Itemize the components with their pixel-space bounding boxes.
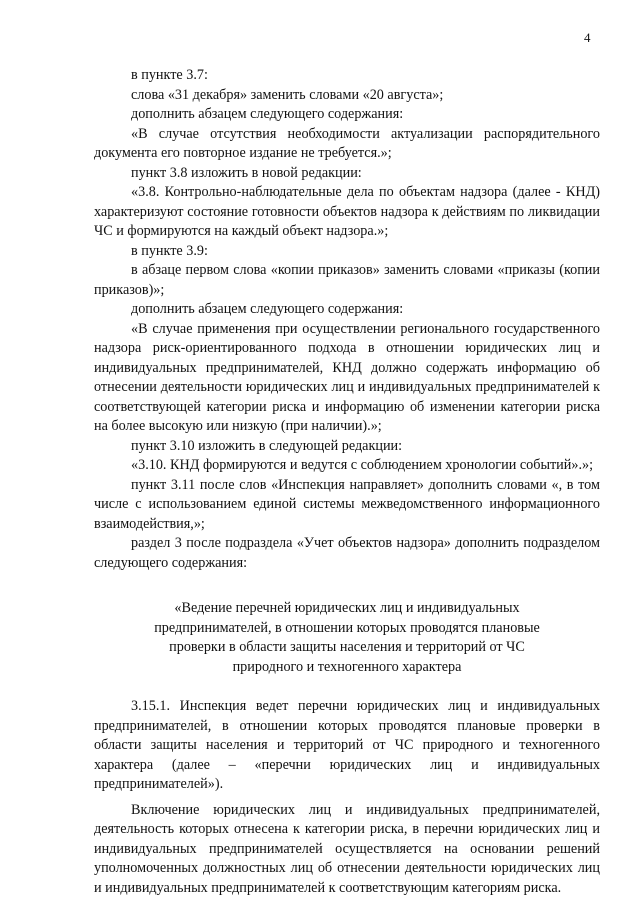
paragraph: 3.15.1. Инспекция ведет перечни юридических лиц и индивидуальных предпринимателей, в отношении которых проводятся плановые проверки в области защиты населения и территорий от ЧС природного и техногенного характера (далее – «перечни юридических лиц и индивидуальных предпринимателей»). — [94, 698, 600, 792]
paragraph: пункт 3.10 изложить в следующей редакции: — [131, 437, 403, 454]
paragraph: Включение юридических лиц и индивидуальных предпринимателей, деятельность которых отнесена к категории риска, в перечни юридических лиц и индивидуальных предпринимателей осуществляется на основании решений уполномоченных должностных лиц об отнесении деятельности юридических лиц и индивидуальных предпринимателей к соответствующим категориям риска. — [94, 801, 600, 896]
page-number: 4 — [584, 30, 591, 45]
paragraph: в пункте 3.7: — [131, 67, 208, 83]
paragraph: «В случае отсутствия необходимости актуализации распорядительного документа его повторное издание не требуется.»; — [94, 125, 600, 161]
paragraph: «3.8. Контрольно-наблюдательные дела по объектам надзора (далее - КНД) характеризуют состояние готовности объектов надзора к действиям по ликвидации ЧС и формируются на каждый объект надзора.»; — [94, 184, 600, 239]
paragraph: пункт 3.8 изложить в новой редакции: — [131, 164, 362, 181]
paragraph: в абзаце первом слова «копии приказов» заменить словами «приказы (копии приказов)»; — [94, 262, 600, 298]
section-heading: «Ведение перечней юридических лиц и индивидуальных предпринимателей, в отношении которых проводятся плановые проверки в области защиты населения и территорий от ЧС природного и техногенного характера — [154, 600, 540, 675]
paragraph: «В случае применения при осуществлении регионального государственного надзора риск-ориентированного подхода в отношении юридических лиц и индивидуальных предпринимателей, КНД должно содержать информацию об отнесении деятельности юридических лиц и индивидуальных предпринимателей к соответствующей категории риска и информацию об изменении категории риска на более высокую или низкую (при наличии).»; — [94, 320, 600, 434]
paragraph: слова «31 декабря» заменить словами «20 августа»; — [131, 86, 444, 103]
paragraph: пункт 3.11 после слов «Инспекция направляет» дополнить словами «, в том числе с использованием единой системы межведомственного информационного взаимодействия,»; — [94, 476, 600, 532]
paragraph: дополнить абзацем следующего содержания: — [131, 106, 404, 122]
paragraph: «3.10. КНД формируются и ведутся с соблюдением хронологии событий».»; — [131, 457, 594, 473]
document-body — [94, 66, 600, 898]
paragraph: дополнить абзацем следующего содержания: — [131, 301, 404, 317]
paragraph: раздел 3 после подраздела «Учет объектов надзора» дополнить подразделом следующего содержания: — [94, 535, 600, 571]
paragraph: в пункте 3.9: — [131, 242, 208, 259]
